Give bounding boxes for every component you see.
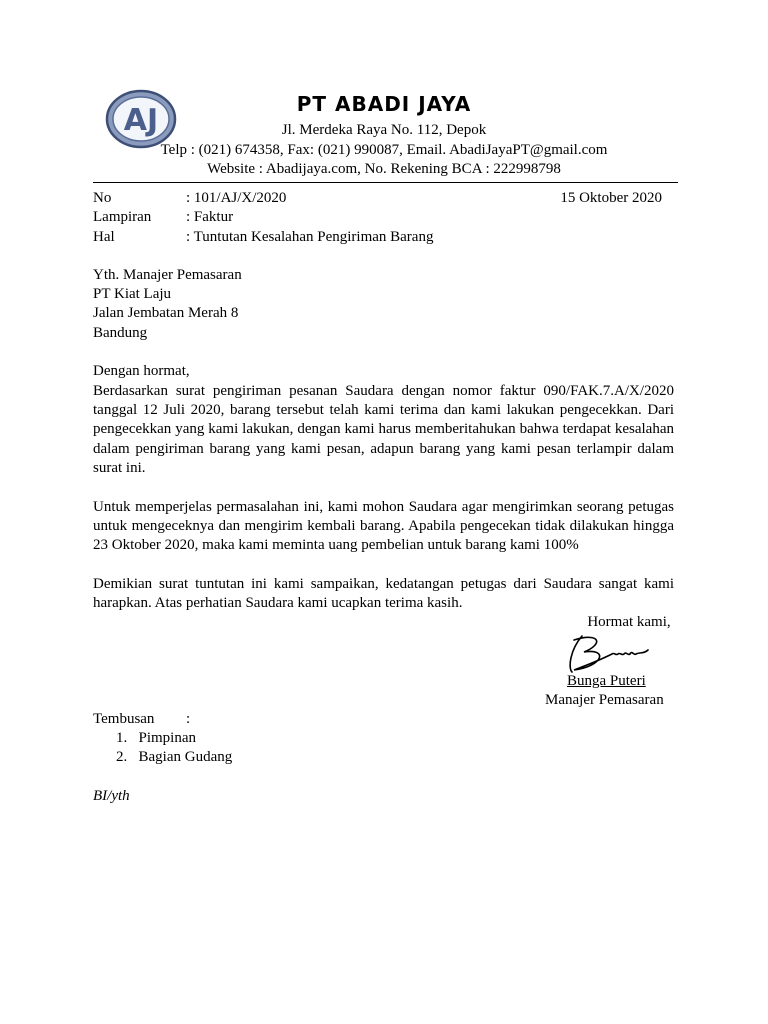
tembusan-item: 1. Pimpinan — [116, 730, 197, 746]
tembusan-colon: : — [186, 711, 191, 727]
company-website: Website : Abadijaya.com, No. Rekening BCA : 222998798 — [207, 161, 561, 177]
body-paragraph: Berdasarkan surat pengiriman pesanan Saudara dengan nomor faktur 090/FAK.7.A/X/2020 tanggal 12 Juli 2020, barang tersebut telah kami terima dan kami lakukan pengecekkan. Dari pengecekkan yang kami lakukan, dengan kami harus memberitahukan bahwa terdapat kesalahan dalam pengiriman barang yang kami pesan, adapun barang yang kami pesan terlampir dalam surat ini. — [93, 383, 674, 476]
no-value: : 101/AJ/X/2020 — [186, 190, 287, 206]
greeting: Dengan hormat, — [93, 363, 190, 379]
company-address: Jl. Merdeka Raya No. 112, Depok — [281, 122, 487, 138]
signer-name: Bunga Puteri — [567, 673, 646, 689]
body-paragraph: Demikian surat tuntutan ini kami sampaikan, kedatangan petugas dari Saudara sangat kami harapkan. Atas perhatian Saudara kami ucapkan terima kasih. — [93, 576, 674, 612]
letter-date: 15 Oktober 2020 — [560, 190, 662, 206]
hal-label: Hal — [93, 229, 115, 245]
initials: BI/yth — [93, 788, 130, 804]
header-divider — [93, 182, 678, 183]
closing: Hormat kami, — [587, 614, 671, 630]
company-name: PT ABADI JAYA — [296, 92, 472, 116]
tembusan-item: 2. Bagian Gudang — [116, 749, 233, 765]
tembusan-label: Tembusan — [93, 711, 155, 727]
lampiran-label: Lampiran — [93, 209, 152, 225]
signature-image — [560, 630, 660, 676]
recipient-line: Yth. Manajer Pemasaran — [93, 267, 242, 283]
hal-value: : Tuntutan Kesalahan Pengiriman Barang — [186, 229, 434, 245]
no-label: No — [93, 190, 112, 206]
company-contact: Telp : (021) 674358, Fax: (021) 990087, Email. AbadiJayaPT@gmail.com — [160, 142, 608, 158]
signer-title: Manajer Pemasaran — [545, 692, 664, 708]
recipient-line: PT Kiat Laju — [93, 286, 172, 302]
recipient-line: Bandung — [93, 325, 148, 341]
recipient-line: Jalan Jembatan Merah 8 — [93, 305, 239, 321]
logo-text: AJ — [123, 103, 159, 138]
body-paragraph: Untuk memperjelas permasalahan ini, kami mohon Saudara agar mengirimkan seorang petugas untuk mengeceknya dan mengirim kembali barang. Apabila pengecekan tidak dilakukan hingga 23 Oktober 2020, maka kami meminta uang pembelian untuk barang kami 100% — [93, 499, 674, 554]
lampiran-value: : Faktur — [186, 209, 234, 225]
